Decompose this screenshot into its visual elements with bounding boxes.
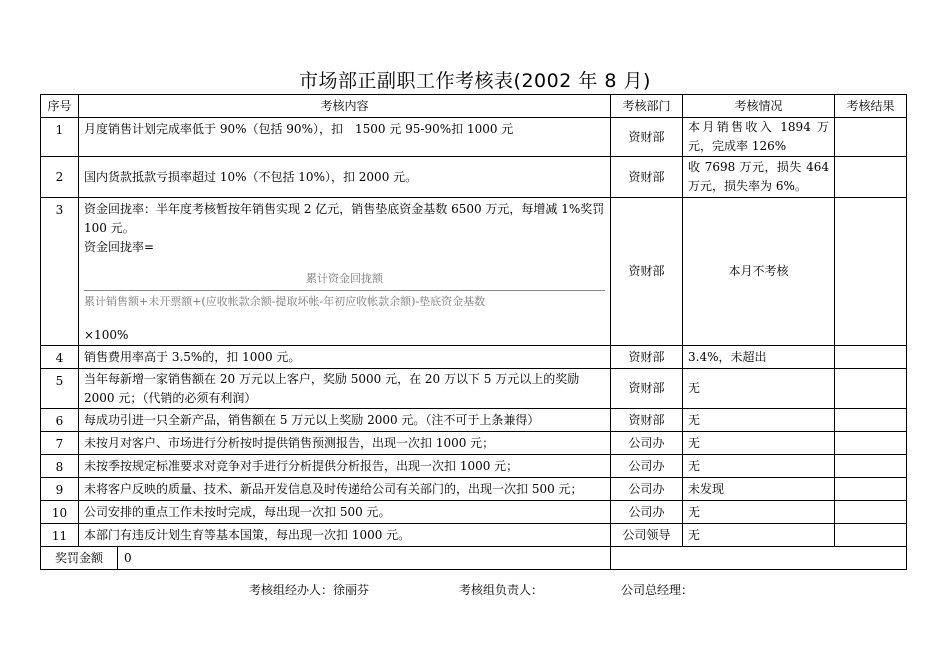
row-seq: 8 (41, 455, 79, 478)
row-seq: 6 (41, 409, 79, 432)
table-row (41, 198, 907, 346)
row-result (835, 198, 907, 346)
row-seq: 5 (41, 369, 79, 409)
reward-value: 0 (124, 550, 132, 565)
row-content: 月度销售计划完成率低于 90%（包括 90%），扣 1500 元 95-90%扣 1000 元 (79, 118, 611, 157)
row-result (835, 432, 907, 455)
row-seq: 2 (41, 157, 79, 198)
row-dept: 资财部 (611, 369, 683, 409)
row-status: 本月销售收入 1894 万元，完成率 126% (683, 118, 835, 157)
table-row (41, 118, 907, 157)
row-content: 未按月对客户、市场进行分析按时提供销售预测报告，出现一次扣 1000 元； (79, 432, 611, 455)
formula (84, 271, 605, 310)
row-dept: 资财部 (611, 346, 683, 369)
footer-manager: 公司总经理： (621, 583, 694, 597)
row-seq: 3 (41, 198, 79, 346)
formula-numerator: 累计资金回拢额 (84, 271, 605, 291)
row-dept: 公司办 (611, 455, 683, 478)
table-row (41, 369, 907, 409)
footer-leader: 考核组负责人： (459, 583, 544, 597)
row-seq: 10 (41, 501, 79, 524)
row-status: 无 (683, 501, 835, 524)
row-content: 每成功引进一只全新产品，销售额在 5 万元以上奖励 2000 元。（注不可于上条兼得） (79, 409, 611, 432)
row-status: 无 (683, 409, 835, 432)
row-dept: 公司领导 (611, 524, 683, 547)
row-result (835, 478, 907, 501)
header-result: 考核结果 (835, 95, 907, 118)
row-seq: 11 (41, 524, 79, 547)
row-status: 无 (683, 455, 835, 478)
row-content: 资金回拢率：半年度考核暂按年销售实现 2 亿元，销售垫底资金基数 6500 万元，每增减 1%奖罚 100 元。 (84, 202, 605, 235)
row-seq: 4 (41, 346, 79, 369)
row-status: 3.4%，未超出 (683, 346, 835, 369)
page-title: 市场部正副职工作考核表(2002 年 8 月) (299, 70, 651, 92)
row-result (835, 524, 907, 547)
row-result (835, 369, 907, 409)
table-row (41, 455, 907, 478)
row-result (835, 455, 907, 478)
row-result (835, 157, 907, 198)
row-dept: 资财部 (611, 198, 683, 346)
row-result (835, 501, 907, 524)
row-status: 本月不考核 (683, 198, 835, 346)
row-content: 当年每新增一家销售额在 20 万元以上客户，奖励 5000 元，在 20 万以下 5 万元以上的奖励 2000 元；（代销的必须有利润） (79, 369, 611, 409)
reward-row (41, 547, 907, 570)
row-content: 公司安排的重点工作未按时完成，每出现一次扣 500 元。 (79, 501, 611, 524)
header-status: 考核情况 (683, 95, 835, 118)
row-result (835, 118, 907, 157)
header-content: 考核内容 (79, 95, 611, 118)
row-content-formula-label: 资金回拢率= (84, 240, 155, 254)
formula-percent: ×100% (84, 328, 129, 342)
table-row (41, 501, 907, 524)
header-seq: 序号 (41, 95, 79, 118)
row-dept: 资财部 (611, 157, 683, 198)
row-dept: 公司办 (611, 478, 683, 501)
row-result (835, 409, 907, 432)
row-dept: 公司办 (611, 501, 683, 524)
row-content: 销售费用率高于 3.5%的，扣 1000 元。 (79, 346, 611, 369)
header-dept: 考核部门 (611, 95, 683, 118)
row-content: 未将客户反映的质量、技术、新品开发信息及时传递给公司有关部门的，出现一次扣 500 元； (79, 478, 611, 501)
row-content-cell (79, 198, 611, 346)
row-dept: 公司办 (611, 432, 683, 455)
row-dept: 资财部 (611, 409, 683, 432)
row-status: 无 (683, 432, 835, 455)
row-seq: 1 (41, 118, 79, 157)
row-status: 未发现 (683, 478, 835, 501)
reward-label: 奖罚金额 (41, 547, 118, 569)
formula-denominator: 累计销售额+未开票额+(应收帐款余额-提取坏帐-年初应收帐款余额)-垫底资金基数 (84, 295, 486, 308)
row-status: 收 7698 万元，损失 464 万元，损失率为 6%。 (683, 157, 835, 198)
row-result (835, 346, 907, 369)
evaluation-table (40, 94, 907, 570)
footer-handler: 考核组经办人：徐丽芬 (249, 583, 370, 597)
table-row (41, 346, 907, 369)
table-row (41, 157, 907, 198)
reward-cell (41, 547, 611, 570)
table-header-row (41, 95, 907, 118)
reward-empty (611, 547, 907, 570)
row-content: 国内货款抵款亏损率超过 10%（不包括 10%），扣 2000 元。 (79, 157, 611, 198)
row-dept: 资财部 (611, 118, 683, 157)
table-row (41, 524, 907, 547)
row-status: 无 (683, 369, 835, 409)
table-row (41, 478, 907, 501)
row-content: 未按季按规定标准要求对竞争对手进行分析提供分析报告，出现一次扣 1000 元； (79, 455, 611, 478)
table-row (41, 432, 907, 455)
row-seq: 9 (41, 478, 79, 501)
table-row (41, 409, 907, 432)
row-content: 本部门有违反计划生育等基本国策，每出现一次扣 1000 元。 (79, 524, 611, 547)
row-status: 无 (683, 524, 835, 547)
row-seq: 7 (41, 432, 79, 455)
